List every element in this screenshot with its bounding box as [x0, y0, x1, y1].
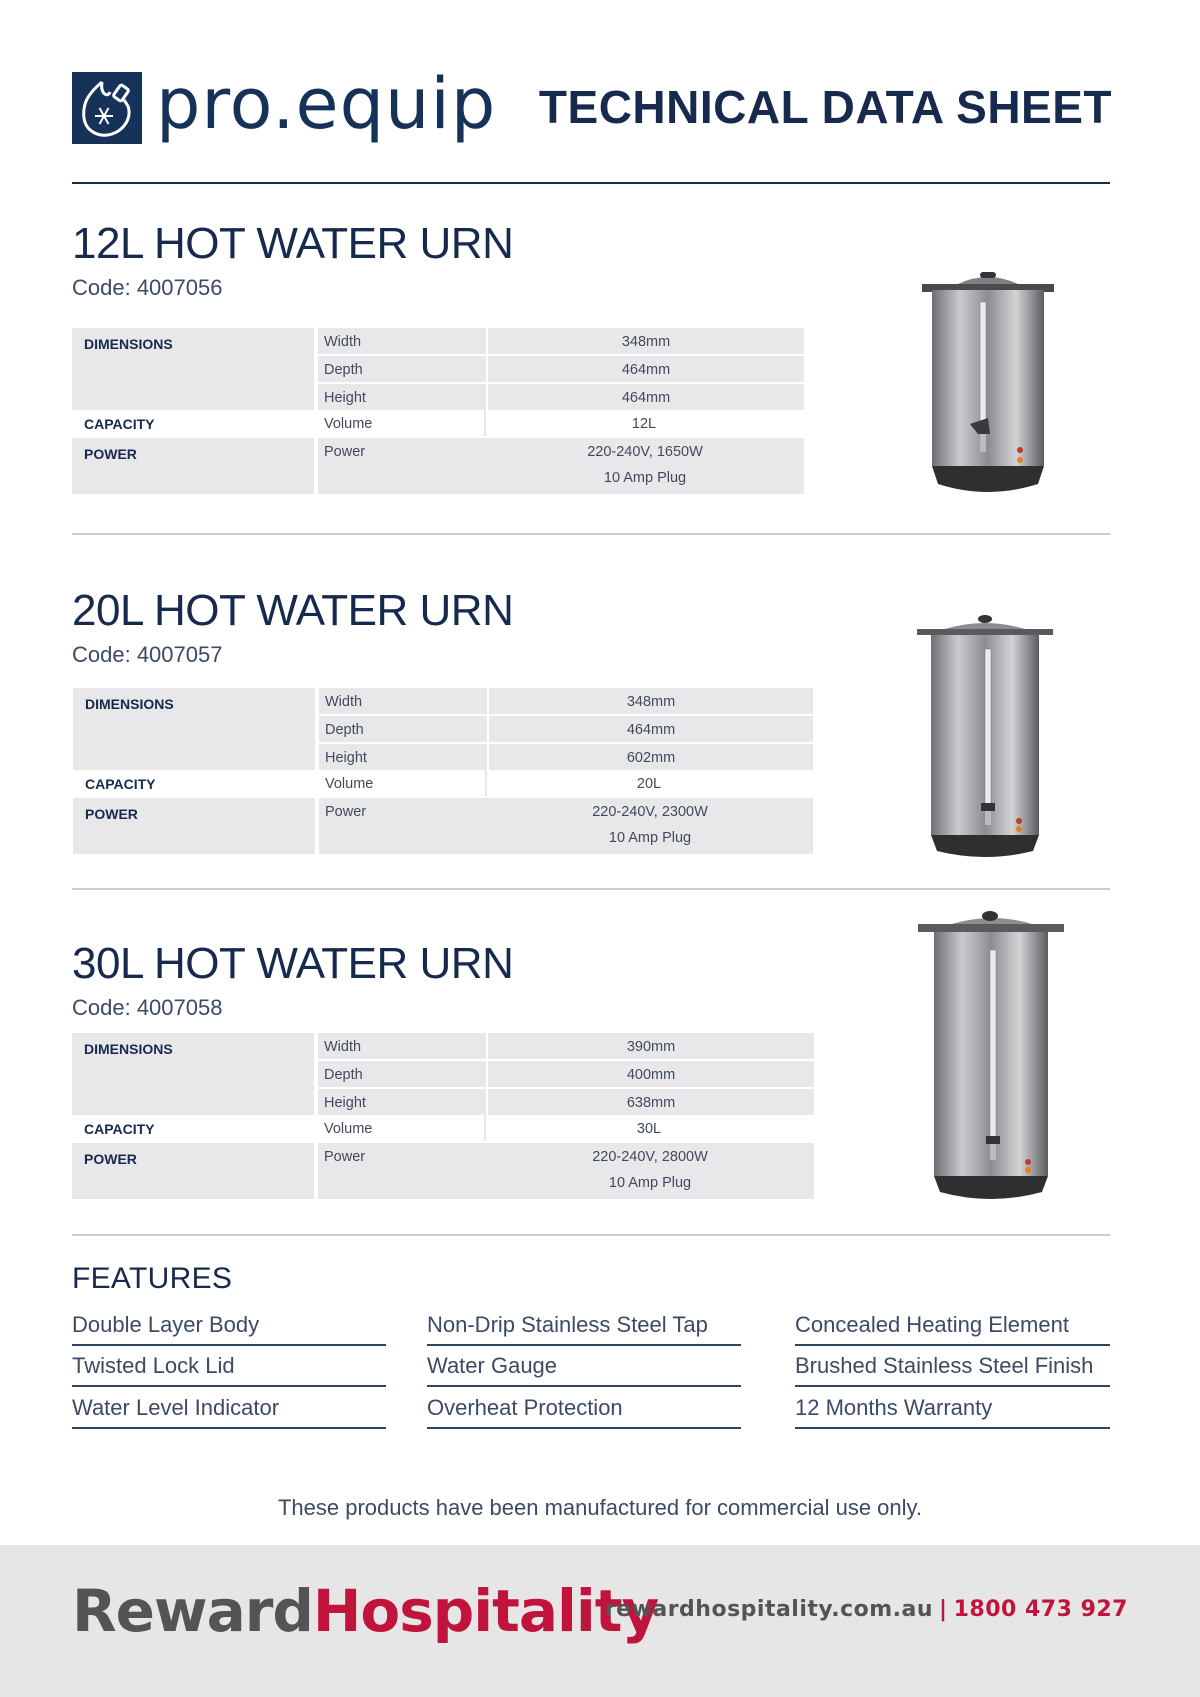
- product-code: Code: 4007057: [72, 642, 223, 667]
- feature-item: Twisted Lock Lid: [72, 1351, 386, 1387]
- spec-value: 10 Amp Plug: [608, 1175, 692, 1191]
- spec-value: 220-240V, 2800W: [592, 1149, 708, 1165]
- spec-label: Depth: [318, 356, 486, 382]
- spec-value: 464mm: [488, 384, 804, 410]
- spec-value: 638mm: [488, 1089, 814, 1115]
- phone-number[interactable]: 1800 473 927: [953, 1597, 1128, 1622]
- spec-value: 20L: [636, 776, 662, 792]
- spec-label: Height: [319, 744, 487, 770]
- section-divider: [72, 1234, 1110, 1236]
- spec-table-30l: [72, 1033, 814, 1199]
- product-title: [72, 218, 1112, 270]
- spec-label: Power: [325, 804, 367, 820]
- table-row: [72, 1115, 814, 1143]
- spec-value: 400mm: [488, 1061, 814, 1087]
- category-power: POWER: [73, 798, 315, 854]
- product-capacity: 12L: [72, 219, 143, 268]
- logo-text: pro.equip: [156, 63, 497, 145]
- page-header: [72, 63, 1112, 148]
- table-row: [73, 770, 813, 798]
- product-name: HOT WATER URN: [154, 586, 514, 635]
- category-dimensions: DIMENSIONS: [72, 328, 314, 410]
- product-capacity: 30L: [72, 939, 143, 988]
- brand-reward: Reward: [72, 1577, 313, 1645]
- spec-value: 220-240V, 1650W: [587, 444, 703, 460]
- table-row: [72, 1033, 814, 1115]
- spec-value: 10 Amp Plug: [608, 830, 692, 846]
- flame-snowflake-plug-icon: [72, 72, 142, 144]
- category-power: POWER: [72, 1143, 314, 1199]
- reward-hospitality-logo: [72, 1577, 658, 1645]
- category-dimensions: DIMENSIONS: [73, 688, 315, 770]
- feature-item: Water Gauge: [427, 1351, 741, 1387]
- hot-water-urn-30l-image: [916, 910, 1066, 1209]
- spec-label: Width: [318, 1033, 486, 1059]
- spec-label: Volume: [318, 1115, 486, 1141]
- category-dimensions: DIMENSIONS: [72, 1033, 314, 1115]
- document-title: TECHNICAL DATA SHEET: [538, 81, 1112, 133]
- feature-item: Overheat Protection: [427, 1393, 741, 1429]
- spec-value: 220-240V, 2300W: [592, 804, 708, 820]
- spec-table-12l: [72, 328, 804, 494]
- spec-value: 464mm: [489, 716, 813, 742]
- separator: |: [939, 1597, 948, 1622]
- page-footer: [0, 1545, 1200, 1697]
- feature-item: Water Level Indicator: [72, 1393, 386, 1429]
- feature-item: Brushed Stainless Steel Finish: [795, 1351, 1110, 1387]
- spec-value: 30L: [636, 1121, 662, 1137]
- hot-water-urn-12l-image: [918, 272, 1058, 503]
- section-divider: [72, 533, 1110, 535]
- product-name: HOT WATER URN: [154, 219, 514, 268]
- spec-label: Power: [324, 444, 366, 460]
- spec-value: 602mm: [489, 744, 813, 770]
- spec-label: Width: [318, 328, 486, 354]
- spec-table-20l: [73, 688, 813, 854]
- product-code: Code: 4007058: [72, 995, 223, 1020]
- pro-equip-logo: [72, 63, 497, 145]
- table-row: [73, 688, 813, 770]
- table-row: [72, 1143, 814, 1199]
- product-name: HOT WATER URN: [154, 939, 514, 988]
- spec-label: Width: [319, 688, 487, 714]
- spec-value: 390mm: [488, 1033, 814, 1059]
- spec-value: 464mm: [488, 356, 804, 382]
- disclaimer-text: These products have been manufactured for commercial use only.: [277, 1495, 923, 1520]
- spec-label: Depth: [318, 1061, 486, 1087]
- category-capacity: CAPACITY: [84, 416, 155, 432]
- spec-value: 348mm: [488, 328, 804, 354]
- feature-item: Concealed Heating Element: [795, 1310, 1110, 1346]
- spec-value: 348mm: [489, 688, 813, 714]
- spec-value: 12L: [631, 416, 657, 432]
- spec-label: Height: [318, 384, 486, 410]
- website-link[interactable]: rewardhospitality.com.au: [604, 1597, 934, 1622]
- spec-value: 10 Amp Plug: [603, 470, 687, 486]
- contact-info: [605, 1597, 1128, 1622]
- table-row: [72, 438, 804, 494]
- product-capacity: 20L: [72, 586, 143, 635]
- feature-item: Double Layer Body: [72, 1310, 386, 1346]
- spec-label: Power: [324, 1149, 366, 1165]
- spec-label: Volume: [318, 410, 486, 436]
- feature-item: 12 Months Warranty: [795, 1393, 1110, 1429]
- table-row: [73, 798, 813, 854]
- product-code: Code: 4007056: [72, 275, 223, 300]
- category-capacity: CAPACITY: [84, 1121, 155, 1137]
- brand-hospitality: Hospitality: [312, 1577, 659, 1645]
- spec-label: Height: [318, 1089, 486, 1115]
- table-row: [72, 328, 804, 410]
- spec-label: Volume: [319, 770, 487, 796]
- spec-label: Depth: [319, 716, 487, 742]
- category-capacity: CAPACITY: [85, 776, 156, 792]
- feature-item: Non-Drip Stainless Steel Tap: [427, 1310, 741, 1346]
- hot-water-urn-20l-image: [915, 615, 1055, 864]
- header-divider: [72, 182, 1110, 184]
- table-row: [72, 410, 804, 438]
- category-power: POWER: [72, 438, 314, 494]
- section-divider: [72, 888, 1110, 890]
- features-title: FEATURES: [72, 1262, 233, 1295]
